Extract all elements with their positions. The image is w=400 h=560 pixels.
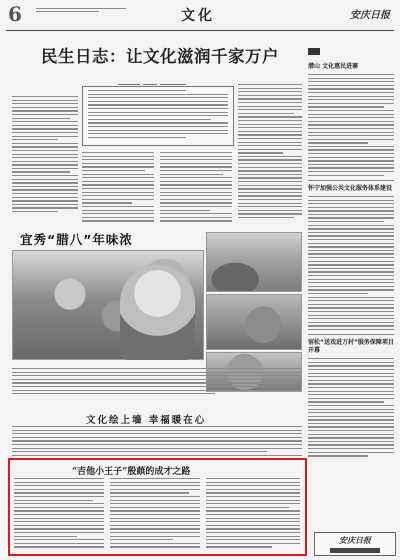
section-title: 文化	[181, 8, 215, 24]
page-header	[6, 2, 394, 31]
article-column-2	[82, 152, 154, 222]
sidebar	[308, 38, 394, 526]
sub-headline: 文化绘上墙 幸福暖在心	[86, 415, 207, 426]
article-column-1	[12, 84, 78, 212]
highlighted-article-column-1	[14, 478, 104, 548]
villagers-photo	[206, 294, 302, 350]
masthead: 安庆日报	[350, 10, 390, 21]
sub-article-text	[12, 426, 302, 460]
photo-feature-title: 宜秀“腊八”年味浓	[20, 232, 133, 247]
highlighted-article-column-2	[110, 478, 200, 548]
festival-performer-photo	[120, 265, 195, 360]
photo-caption-text	[12, 368, 302, 394]
sidebar-item-title: 潜山 文化惠民进寨	[308, 63, 359, 70]
sidebar-item-title: 宿松“送戏进万村”服务保障项目开幕	[308, 339, 394, 355]
page-number: 6	[8, 2, 22, 26]
porridge-serving-photo	[206, 232, 302, 292]
highlighted-article-headline: “吉他小王子”殷蕻的成才之路	[72, 467, 191, 477]
issue-info	[36, 6, 126, 14]
footer-bar	[330, 548, 380, 553]
sidebar-item-title: 怀宁加强公共文化服务体系建设	[308, 184, 393, 192]
editor-note-box	[82, 86, 234, 146]
footer-logo	[314, 532, 396, 556]
byline	[118, 70, 198, 74]
highlighted-article-column-3	[206, 478, 300, 548]
main-headline: 民生日志：让文化滋润千家万户	[41, 47, 279, 66]
footer-masthead: 安庆日报	[339, 535, 371, 545]
article-column-4	[238, 84, 302, 218]
subhead	[12, 87, 78, 94]
sidebar-tag	[308, 48, 320, 55]
article-column-3	[160, 152, 232, 222]
